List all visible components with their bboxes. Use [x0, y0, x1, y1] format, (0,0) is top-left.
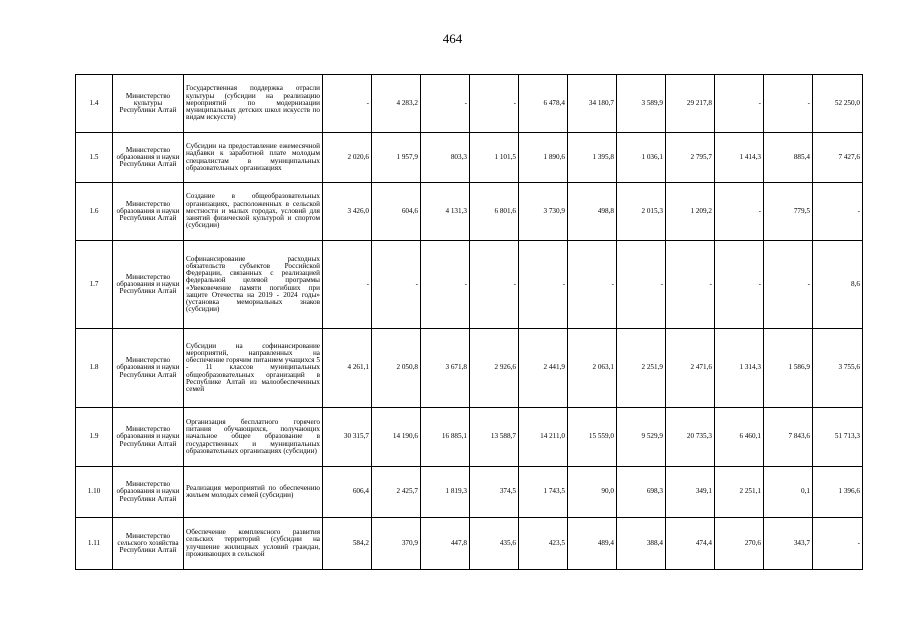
table-row — [76, 183, 863, 241]
value-cell: 584,2 — [323, 518, 372, 570]
value-cell: 2 926,6 — [470, 329, 519, 408]
table-row — [76, 241, 863, 329]
value-cell: 1 036,1 — [617, 133, 666, 183]
value-cell: 374,5 — [470, 467, 519, 518]
row-number: 1.6 — [76, 183, 113, 241]
value-cell: 14 190,6 — [372, 408, 421, 467]
value-cell: 0,1 — [764, 467, 813, 518]
value-cell: 1 890,6 — [519, 133, 568, 183]
value-cell: 1 586,9 — [764, 329, 813, 408]
ministry-cell: Министерство образования и науки Республики Алтай — [113, 467, 184, 518]
value-cell: - — [715, 241, 764, 329]
ministry-cell: Министерство образования и науки Республики Алтай — [113, 329, 184, 408]
value-cell: 4 261,1 — [323, 329, 372, 408]
value-cell: 3 671,8 — [421, 329, 470, 408]
description-cell: Обеспечение комплексного развития сельских территорий (субсидии на улучшение жилищных условий граждан, проживающих в сельской — [184, 518, 323, 570]
row-number: 1.10 — [76, 467, 113, 518]
value-cell: 15 559,0 — [568, 408, 617, 467]
value-cell: 343,7 — [764, 518, 813, 570]
value-cell: 2 471,6 — [666, 329, 715, 408]
value-cell: - — [421, 75, 470, 133]
value-cell: 1 395,8 — [568, 133, 617, 183]
value-cell: - — [323, 75, 372, 133]
value-cell: - — [421, 241, 470, 329]
value-cell: 29 217,8 — [666, 75, 715, 133]
ministry-cell: Министерство образования и науки Республики Алтай — [113, 408, 184, 467]
value-cell: 3 730,9 — [519, 183, 568, 241]
value-cell: 7 427,6 — [813, 133, 863, 183]
value-cell: - — [715, 75, 764, 133]
value-cell: 2 425,7 — [372, 467, 421, 518]
ministry-cell: Министерство образования и науки Республики Алтай — [113, 133, 184, 183]
value-cell: - — [764, 241, 813, 329]
value-cell: - — [470, 241, 519, 329]
value-cell: 13 588,7 — [470, 408, 519, 467]
value-cell: - — [519, 241, 568, 329]
value-cell: 1 957,9 — [372, 133, 421, 183]
value-cell: 2 441,9 — [519, 329, 568, 408]
table-row — [76, 467, 863, 518]
value-cell: 1 396,6 — [813, 467, 863, 518]
description-cell: Субсидии на предоставление ежемесячной надбавки к заработной плате молодым специалистам в муниципальных образовательных организациях — [184, 133, 323, 183]
value-cell: 1 743,5 — [519, 467, 568, 518]
table-row — [76, 133, 863, 183]
value-cell: 1 101,5 — [470, 133, 519, 183]
value-cell: 370,9 — [372, 518, 421, 570]
value-cell: - — [666, 241, 715, 329]
value-cell: 2 020,6 — [323, 133, 372, 183]
value-cell: 51 713,3 — [813, 408, 863, 467]
ministry-cell: Министерство образования и науки Республики Алтай — [113, 241, 184, 329]
subsidy-table — [75, 74, 863, 570]
value-cell: 698,3 — [617, 467, 666, 518]
value-cell: 2 050,8 — [372, 329, 421, 408]
row-number: 1.9 — [76, 408, 113, 467]
value-cell: 885,4 — [764, 133, 813, 183]
value-cell: 2 251,1 — [715, 467, 764, 518]
table-row — [76, 75, 863, 133]
value-cell: 2 795,7 — [666, 133, 715, 183]
description-cell: Создание в общеобразовательных организациях, расположенных в сельской местности и малых городах, условий для занятий физической культурой и спортом (субсидии) — [184, 183, 323, 241]
value-cell: 447,8 — [421, 518, 470, 570]
value-cell: 2 063,1 — [568, 329, 617, 408]
description-cell: Организация бесплатного горячего питания обучающихся, получающих начальное общее образование в государственных и муниципальных образовательных организациях (субсидии) — [184, 408, 323, 467]
value-cell: - — [470, 75, 519, 133]
description-cell: Софинансирование расходных обязательств субъектов Российской Федерации, связанных с реализацией федеральной целевой программы «Увековечение памяти погибших при защите Отечества на 2019 - 2024 годы» (установка мемориальных знаков (субсидии) — [184, 241, 323, 329]
value-cell: 270,6 — [715, 518, 764, 570]
value-cell: 803,3 — [421, 133, 470, 183]
value-cell: 2 251,9 — [617, 329, 666, 408]
value-cell: 90,0 — [568, 467, 617, 518]
value-cell: - — [372, 241, 421, 329]
value-cell: - — [813, 518, 863, 570]
value-cell: 6 460,1 — [715, 408, 764, 467]
value-cell: 20 735,3 — [666, 408, 715, 467]
row-number: 1.7 — [76, 241, 113, 329]
value-cell: 16 885,1 — [421, 408, 470, 467]
value-cell: 9 529,9 — [617, 408, 666, 467]
value-cell: 8,6 — [813, 241, 863, 329]
description-cell: Государственная поддержка отрасли культуры (субсидии на реализацию мероприятий по модернизации муниципальных детских школ искусств по видам искусств) — [184, 75, 323, 133]
table-body — [76, 75, 863, 570]
row-number: 1.4 — [76, 75, 113, 133]
value-cell: - — [568, 241, 617, 329]
value-cell: 474,4 — [666, 518, 715, 570]
value-cell: 34 180,7 — [568, 75, 617, 133]
value-cell: - — [617, 241, 666, 329]
value-cell: 1 209,2 — [666, 183, 715, 241]
description-cell: Реализация мероприятий по обеспечению жильем молодых семей (субсидии) — [184, 467, 323, 518]
value-cell: 779,5 — [764, 183, 813, 241]
ministry-cell: Министерство образования и науки Республики Алтай — [113, 183, 184, 241]
value-cell: 14 211,0 — [519, 408, 568, 467]
table-row — [76, 329, 863, 408]
value-cell: 1 314,3 — [715, 329, 764, 408]
value-cell: 3 755,6 — [813, 329, 863, 408]
value-cell: 3 589,9 — [617, 75, 666, 133]
value-cell: 6 478,4 — [519, 75, 568, 133]
value-cell: 498,8 — [568, 183, 617, 241]
value-cell: 1 819,3 — [421, 467, 470, 518]
value-cell: 388,4 — [617, 518, 666, 570]
table-row — [76, 408, 863, 467]
value-cell: - — [715, 183, 764, 241]
value-cell: - — [813, 183, 863, 241]
page-number: 464 — [442, 31, 463, 46]
table-row — [76, 518, 863, 570]
ministry-cell: Министерство культуры Республики Алтай — [113, 75, 184, 133]
value-cell: 3 426,0 — [323, 183, 372, 241]
value-cell: 423,5 — [519, 518, 568, 570]
value-cell: 604,6 — [372, 183, 421, 241]
row-number: 1.8 — [76, 329, 113, 408]
value-cell: 435,6 — [470, 518, 519, 570]
value-cell: 7 843,6 — [764, 408, 813, 467]
row-number: 1.5 — [76, 133, 113, 183]
description-cell: Субсидии на софинансирование мероприятий, направленных на обеспечение горячим питанием учащихся 5 - 11 классов муниципальных общеобразовательных организаций в Республике Алтай из малообеспеченных семей — [184, 329, 323, 408]
ministry-cell: Министерство сельского хозяйства Республики Алтай — [113, 518, 184, 570]
value-cell: - — [323, 241, 372, 329]
value-cell: 2 015,3 — [617, 183, 666, 241]
value-cell: - — [764, 75, 813, 133]
value-cell: 1 414,3 — [715, 133, 764, 183]
value-cell: 606,4 — [323, 467, 372, 518]
value-cell: 4 131,3 — [421, 183, 470, 241]
value-cell: 4 283,2 — [372, 75, 421, 133]
value-cell: 6 801,6 — [470, 183, 519, 241]
value-cell: 349,1 — [666, 467, 715, 518]
value-cell: 489,4 — [568, 518, 617, 570]
value-cell: 52 250,0 — [813, 75, 863, 133]
value-cell: 30 315,7 — [323, 408, 372, 467]
row-number: 1.11 — [76, 518, 113, 570]
